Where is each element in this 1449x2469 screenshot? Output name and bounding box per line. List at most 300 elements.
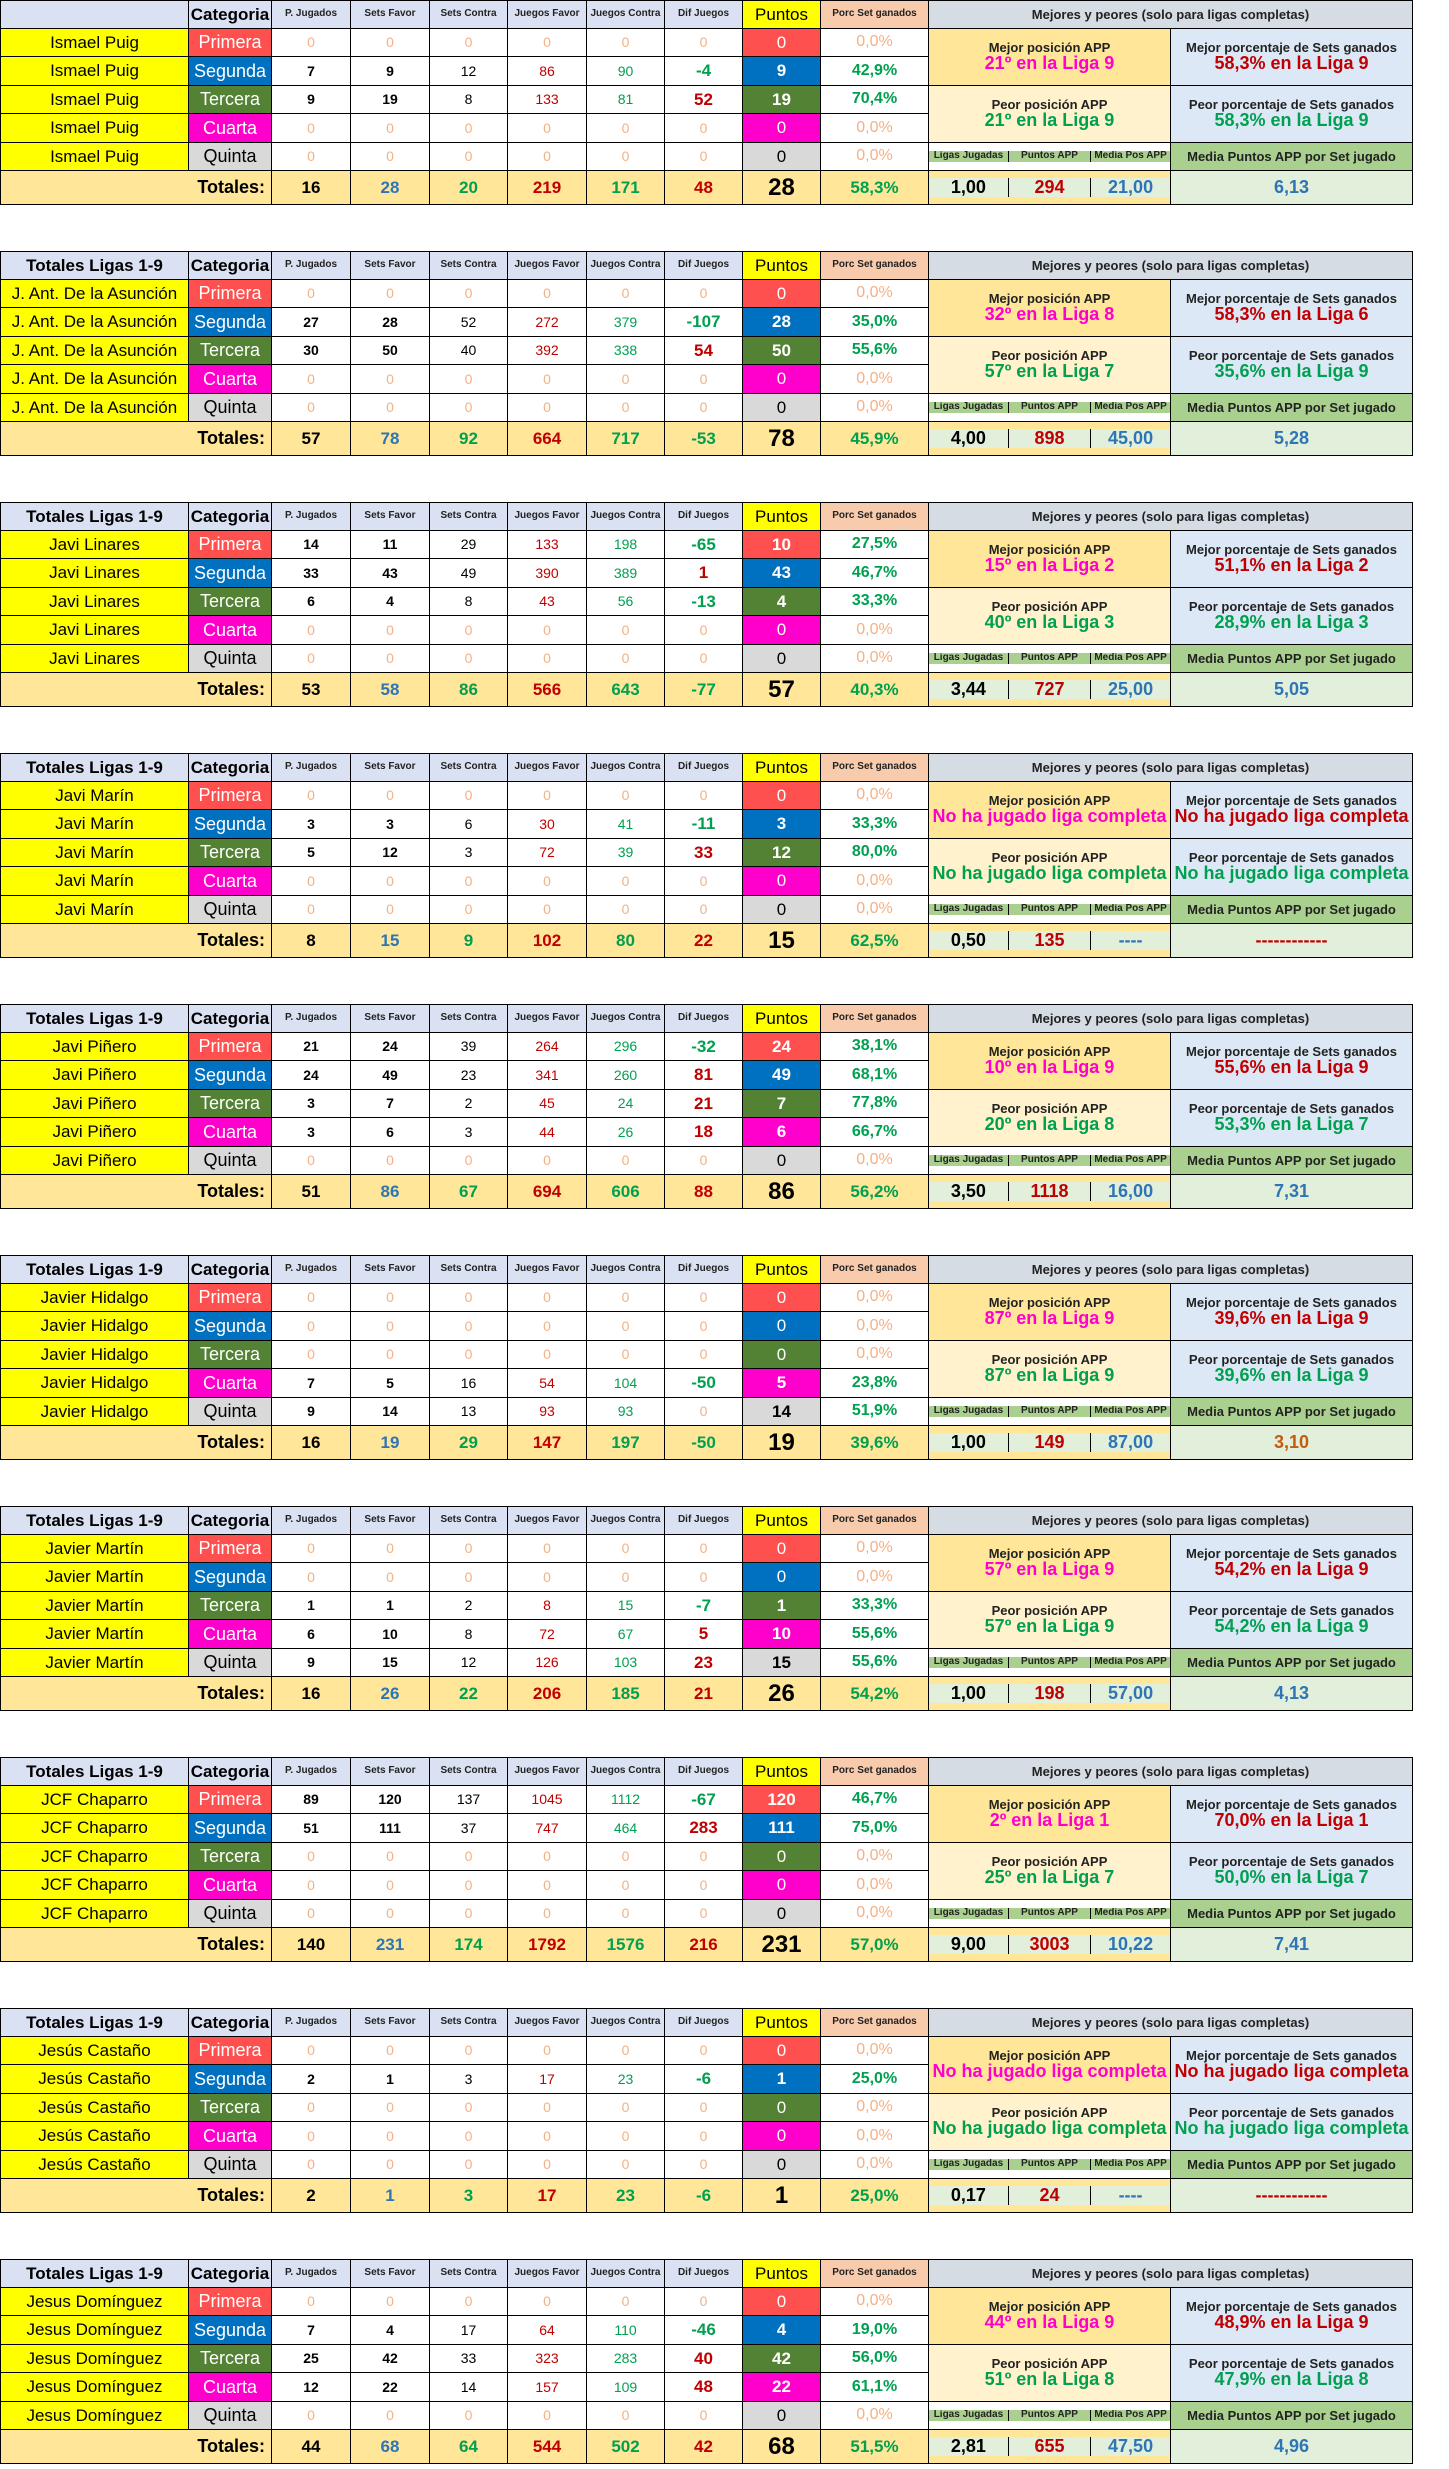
puntos-app-label: Puntos APP [1008,1657,1090,1668]
percent-cell: 75,0% [821,1814,929,1843]
percent-cell: 55,6% [821,337,929,365]
media-pts-set-value: 6,13 [1171,171,1413,205]
puntos-app-label: Puntos APP [1008,1406,1090,1417]
best-position-panel [929,782,1171,839]
total-sets-favor: 78 [351,422,430,456]
total-points: 78 [743,422,821,456]
category-row [1,1900,1413,1928]
best-position-label: Mejor posición APP [988,1796,1111,1812]
media-pts-set-label: Media Puntos APP por Set jugado [1171,1147,1413,1175]
header-pj: P. Jugados [272,1507,351,1535]
games-contra-cell: 0 [587,1312,665,1341]
header-pj: P. Jugados [272,2260,351,2288]
games-favor-cell: 0 [508,782,587,810]
best-position-label: Mejor posición APP [988,1294,1111,1310]
points-cell: 0 [743,867,821,896]
percent-cell: 0,0% [821,29,929,57]
totals-label: Totales: [1,924,272,958]
category-label: Segunda [189,1814,272,1843]
header-puntos: Puntos [743,252,821,280]
ligas-jugadas-label: Ligas Jugadas [929,653,1008,664]
worst-percent-label: Peor porcentaje de Sets ganados [1188,96,1395,112]
category-row [1,2288,1413,2316]
media-pos-app-label: Media Pos APP [1091,402,1170,413]
header-puntos: Puntos [743,2260,821,2288]
worst-percent-label: Peor porcentaje de Sets ganados [1188,2355,1395,2371]
percent-cell: 0,0% [821,2151,929,2179]
stats-label-group [929,143,1171,171]
header-pj: P. Jugados [272,754,351,782]
header-row [1,1005,1413,1033]
total-games-contra: 171 [587,171,665,205]
media-pos-app-label: Media Pos APP [1091,1908,1170,1919]
header-row [1,1,1413,29]
puntos-app-value: 198 [1008,1684,1090,1703]
sets-contra-cell: 0 [430,1284,508,1312]
worst-position-panel [929,2094,1171,2151]
player-name: Jesus Domínguez [1,2345,189,2373]
best-percent-label: Mejor porcentaje de Sets ganados [1186,541,1397,557]
category-label: Cuarta [189,365,272,394]
sets-favor-cell: 11 [351,531,430,559]
games-favor-cell: 0 [508,1284,587,1312]
media-pts-set-value: ------------ [1171,924,1413,958]
total-points: 26 [743,1677,821,1711]
total-games-contra: 23 [587,2179,665,2213]
header-sf: Sets Favor [351,1758,430,1786]
category-label: Segunda [189,1312,272,1341]
games-contra-cell: 0 [587,2402,665,2430]
sets-favor-cell: 22 [351,2373,430,2402]
sets-contra-cell: 0 [430,1843,508,1871]
category-label: Segunda [189,2316,272,2345]
games-diff-cell: 0 [665,114,743,143]
puntos-app-label: Puntos APP [1008,653,1090,664]
sets-contra-cell: 2 [430,1090,508,1118]
worst-percent-value: 35,6% en la Liga 9 [1214,361,1369,382]
sets-favor-cell: 49 [351,1061,430,1090]
best-percent-panel [1171,2288,1413,2345]
puntos-app-label: Puntos APP [1008,151,1090,162]
worst-position-value: 40º en la Liga 3 [984,612,1115,633]
best-percent-label: Mejor porcentaje de Sets ganados [1186,1796,1397,1812]
played-cell: 0 [272,365,351,394]
sets-contra-cell: 0 [430,2151,508,2179]
header-categoria: Categoria [189,503,272,531]
totals-row [1,2430,1413,2464]
total-points: 15 [743,924,821,958]
games-diff-cell: 48 [665,2373,743,2402]
total-games-contra: 717 [587,422,665,456]
sets-favor-cell: 28 [351,308,430,337]
sets-contra-cell: 0 [430,645,508,673]
header-sf: Sets Favor [351,2009,430,2037]
total-games-favor: 544 [508,2430,587,2464]
header-jc: Juegos Contra [587,1507,665,1535]
totals-label: Totales: [1,422,272,456]
worst-percent-label: Peor porcentaje de Sets ganados [1188,347,1395,363]
best-position-value: No ha jugado liga completa [932,806,1167,827]
sets-contra-cell: 0 [430,29,508,57]
total-sets-contra: 20 [430,171,508,205]
worst-position-label: Peor posición APP [991,347,1108,363]
header-row [1,1256,1413,1284]
puntos-app-label: Puntos APP [1008,904,1090,915]
worst-percent-value: No ha jugado liga completa [1174,863,1409,884]
player-name: JCF Chaparro [1,1900,189,1928]
played-cell: 5 [272,839,351,867]
player-table [0,1757,1413,1962]
player-name: Javi Linares [1,588,189,616]
header-sc: Sets Contra [430,1758,508,1786]
media-pos-app-label: Media Pos APP [1091,2410,1170,2421]
category-label: Cuarta [189,1871,272,1900]
player-name: Javi Linares [1,616,189,645]
games-diff-cell: 1 [665,559,743,588]
games-contra-cell: 110 [587,2316,665,2345]
best-percent-label: Mejor porcentaje de Sets ganados [1186,2298,1397,2314]
percent-cell: 56,0% [821,2345,929,2373]
worst-percent-value: 28,9% en la Liga 3 [1214,612,1369,633]
percent-cell: 46,7% [821,1786,929,1814]
header-puntos: Puntos [743,1758,821,1786]
stats-value-group [929,1677,1171,1711]
games-diff-cell: 18 [665,1118,743,1147]
games-contra-cell: 0 [587,1147,665,1175]
player-name: J. Ant. De la Asunción [1,308,189,337]
header-pj: P. Jugados [272,2009,351,2037]
player-name: Javi Marín [1,810,189,839]
games-contra-cell: 283 [587,2345,665,2373]
totals-row [1,1426,1413,1460]
stats-value-group [929,1928,1171,1962]
best-position-panel [929,1535,1171,1592]
sets-contra-cell: 0 [430,394,508,422]
media-pos-app-value: 16,00 [1091,1182,1170,1201]
sets-contra-cell: 3 [430,1118,508,1147]
games-contra-cell: 23 [587,2065,665,2094]
category-row [1,1592,1413,1620]
games-favor-cell: 341 [508,1061,587,1090]
best-percent-panel [1171,1786,1413,1843]
games-contra-cell: 0 [587,2288,665,2316]
sets-contra-cell: 0 [430,2094,508,2122]
header-jc: Juegos Contra [587,754,665,782]
category-label: Tercera [189,337,272,365]
total-games-contra: 643 [587,673,665,707]
games-contra-cell: 296 [587,1033,665,1061]
sets-favor-cell: 0 [351,1284,430,1312]
sets-contra-cell: 12 [430,57,508,86]
played-cell: 0 [272,1147,351,1175]
sets-contra-cell: 6 [430,810,508,839]
sets-favor-cell: 0 [351,1147,430,1175]
category-label: Primera [189,1535,272,1563]
games-favor-cell: 264 [508,1033,587,1061]
media-pts-set-label: Media Puntos APP por Set jugado [1171,1900,1413,1928]
ligas-jugadas-value: 1,00 [929,1433,1008,1452]
games-favor-cell: 0 [508,1871,587,1900]
category-row [1,1090,1413,1118]
total-games-favor: 147 [508,1426,587,1460]
player-name: Javi Marín [1,896,189,924]
worst-position-value: 57º en la Liga 7 [984,361,1115,382]
total-points: 19 [743,1426,821,1460]
sets-favor-cell: 0 [351,1535,430,1563]
played-cell: 0 [272,1843,351,1871]
header-dj: Dif Juegos [665,503,743,531]
points-cell: 9 [743,57,821,86]
category-label: Cuarta [189,114,272,143]
played-cell: 0 [272,2122,351,2151]
header-jf: Juegos Favor [508,754,587,782]
sets-contra-cell: 0 [430,280,508,308]
total-played: 16 [272,1677,351,1711]
total-points: 57 [743,673,821,707]
sets-favor-cell: 111 [351,1814,430,1843]
worst-percent-value: 39,6% en la Liga 9 [1214,1365,1369,1386]
sets-contra-cell: 0 [430,867,508,896]
games-diff-cell: 0 [665,1312,743,1341]
games-favor-cell: 17 [508,2065,587,2094]
points-cell: 0 [743,2122,821,2151]
player-name: Javier Hidalgo [1,1369,189,1398]
puntos-app-value: 3003 [1008,1935,1090,1954]
player-name: Jesús Castaño [1,2037,189,2065]
sets-contra-cell: 0 [430,114,508,143]
player-name: Javi Piñero [1,1061,189,1090]
header-categoria: Categoria [189,2260,272,2288]
games-contra-cell: 0 [587,394,665,422]
header-mejores: Mejores y peores (solo para ligas completas) [929,252,1413,280]
games-diff-cell: 0 [665,1871,743,1900]
percent-cell: 27,5% [821,531,929,559]
played-cell: 0 [272,143,351,171]
points-cell: 5 [743,1369,821,1398]
total-games-diff: 42 [665,2430,743,2464]
best-percent-label: Mejor porcentaje de Sets ganados [1186,1043,1397,1059]
worst-position-label: Peor posición APP [991,2104,1108,2120]
games-contra-cell: 198 [587,531,665,559]
header-sf: Sets Favor [351,1256,430,1284]
worst-percent-panel [1171,1592,1413,1649]
games-contra-cell: 0 [587,867,665,896]
games-favor-cell: 0 [508,1535,587,1563]
puntos-app-value: 135 [1008,931,1090,950]
played-cell: 0 [272,896,351,924]
played-cell: 7 [272,2316,351,2345]
category-row [1,1341,1413,1369]
total-games-diff: -6 [665,2179,743,2213]
percent-cell: 0,0% [821,867,929,896]
total-games-diff: -77 [665,673,743,707]
total-points: 1 [743,2179,821,2213]
header-porc: Porc Set ganados [821,754,929,782]
sets-favor-cell: 12 [351,839,430,867]
category-label: Quinta [189,645,272,673]
stats-value-table [929,429,1170,448]
percent-cell: 0,0% [821,2037,929,2065]
header-row [1,503,1413,531]
total-played: 53 [272,673,351,707]
games-favor-cell: 0 [508,1147,587,1175]
sets-favor-cell: 10 [351,1620,430,1649]
worst-position-label: Peor posición APP [991,1602,1108,1618]
best-percent-panel [1171,1535,1413,1592]
player-name: J. Ant. De la Asunción [1,280,189,308]
points-cell: 0 [743,1535,821,1563]
category-label: Segunda [189,2065,272,2094]
header-title: Totales Ligas 1-9 [1,754,189,782]
header-jf: Juegos Favor [508,1005,587,1033]
games-diff-cell: 0 [665,1535,743,1563]
percent-cell: 0,0% [821,1843,929,1871]
sets-favor-cell: 0 [351,365,430,394]
header-porc: Porc Set ganados [821,1005,929,1033]
points-cell: 0 [743,2288,821,2316]
sets-favor-cell: 5 [351,1369,430,1398]
points-cell: 0 [743,1312,821,1341]
worst-position-panel [929,588,1171,645]
games-diff-cell: 0 [665,365,743,394]
worst-position-panel [929,839,1171,896]
best-percent-value: No ha jugado liga completa [1174,2061,1409,2082]
games-favor-cell: 133 [508,86,587,114]
worst-position-panel [929,337,1171,394]
sets-favor-cell: 50 [351,337,430,365]
games-contra-cell: 109 [587,2373,665,2402]
sets-contra-cell: 33 [430,2345,508,2373]
ligas-jugadas-value: 0,50 [929,931,1008,950]
total-percent: 57,0% [821,1928,929,1962]
category-label: Quinta [189,896,272,924]
points-cell: 0 [743,2094,821,2122]
stats-label-table [929,151,1170,162]
best-percent-value: 39,6% en la Liga 9 [1214,1308,1369,1329]
sets-favor-cell: 0 [351,1563,430,1592]
points-cell: 19 [743,86,821,114]
best-position-value: No ha jugado liga completa [932,2061,1167,2082]
header-title: Totales Ligas 1-9 [1,252,189,280]
header-sc: Sets Contra [430,1,508,29]
header-dj: Dif Juegos [665,1507,743,1535]
best-position-panel [929,2288,1171,2345]
ligas-jugadas-value: 0,17 [929,2186,1008,2205]
total-games-diff: -53 [665,422,743,456]
points-cell: 0 [743,1843,821,1871]
stats-label-group [929,394,1171,422]
games-favor-cell: 0 [508,114,587,143]
category-row [1,280,1413,308]
total-sets-contra: 22 [430,1677,508,1711]
player-name: Javier Martín [1,1535,189,1563]
sets-favor-cell: 3 [351,810,430,839]
header-categoria: Categoria [189,1758,272,1786]
best-percent-label: Mejor porcentaje de Sets ganados [1186,2047,1397,2063]
total-percent: 56,2% [821,1175,929,1209]
player-name: JCF Chaparro [1,1814,189,1843]
header-pj: P. Jugados [272,1256,351,1284]
total-games-diff: 48 [665,171,743,205]
stats-label-group [929,2402,1171,2430]
games-diff-cell: -32 [665,1033,743,1061]
player-name: Jesus Domínguez [1,2402,189,2430]
sets-contra-cell: 0 [430,1900,508,1928]
media-pts-set-value: 5,28 [1171,422,1413,456]
header-mejores: Mejores y peores (solo para ligas completas) [929,503,1413,531]
puntos-app-value: 898 [1008,429,1090,448]
total-sets-contra: 9 [430,924,508,958]
stats-value-group [929,2430,1171,2464]
best-percent-label: Mejor porcentaje de Sets ganados [1186,290,1397,306]
totals-label: Totales: [1,1928,272,1962]
percent-cell: 0,0% [821,1147,929,1175]
games-diff-cell: -6 [665,2065,743,2094]
category-row [1,1284,1413,1312]
header-categoria: Categoria [189,1256,272,1284]
games-diff-cell: -67 [665,1786,743,1814]
games-diff-cell: -107 [665,308,743,337]
total-games-favor: 664 [508,422,587,456]
best-position-panel [929,1033,1171,1090]
stats-label-table [929,1657,1170,1668]
points-cell: 0 [743,616,821,645]
sets-contra-cell: 0 [430,2122,508,2151]
ligas-jugadas-value: 1,00 [929,178,1008,197]
games-favor-cell: 747 [508,1814,587,1843]
sets-contra-cell: 52 [430,308,508,337]
header-dj: Dif Juegos [665,2260,743,2288]
media-pts-set-value: 4,13 [1171,1677,1413,1711]
category-label: Primera [189,29,272,57]
player-name: Jesús Castaño [1,2094,189,2122]
category-row [1,896,1413,924]
category-label: Primera [189,782,272,810]
points-cell: 12 [743,839,821,867]
games-favor-cell: 0 [508,1843,587,1871]
games-contra-cell: 15 [587,1592,665,1620]
header-sc: Sets Contra [430,252,508,280]
total-games-contra: 502 [587,2430,665,2464]
percent-cell: 25,0% [821,2065,929,2094]
header-sf: Sets Favor [351,1005,430,1033]
total-played: 44 [272,2430,351,2464]
percent-cell: 0,0% [821,1284,929,1312]
header-sc: Sets Contra [430,754,508,782]
best-position-label: Mejor posición APP [988,541,1111,557]
total-games-contra: 197 [587,1426,665,1460]
played-cell: 0 [272,2402,351,2430]
player-name: Javi Piñero [1,1118,189,1147]
header-dj: Dif Juegos [665,1256,743,1284]
points-cell: 0 [743,280,821,308]
header-mejores: Mejores y peores (solo para ligas completas) [929,2260,1413,2288]
percent-cell: 33,3% [821,588,929,616]
best-position-value: 2º en la Liga 1 [989,1810,1110,1831]
player-name: Javi Linares [1,645,189,673]
played-cell: 27 [272,308,351,337]
totals-row [1,924,1413,958]
games-contra-cell: 0 [587,1535,665,1563]
header-porc: Porc Set ganados [821,1758,929,1786]
games-diff-cell: 0 [665,896,743,924]
player-name: Javi Marín [1,867,189,896]
games-favor-cell: 0 [508,2122,587,2151]
worst-percent-value: 53,3% en la Liga 7 [1214,1114,1369,1135]
media-pos-app-value: 87,00 [1091,1433,1170,1452]
player-name: JCF Chaparro [1,1843,189,1871]
sets-favor-cell: 0 [351,2037,430,2065]
